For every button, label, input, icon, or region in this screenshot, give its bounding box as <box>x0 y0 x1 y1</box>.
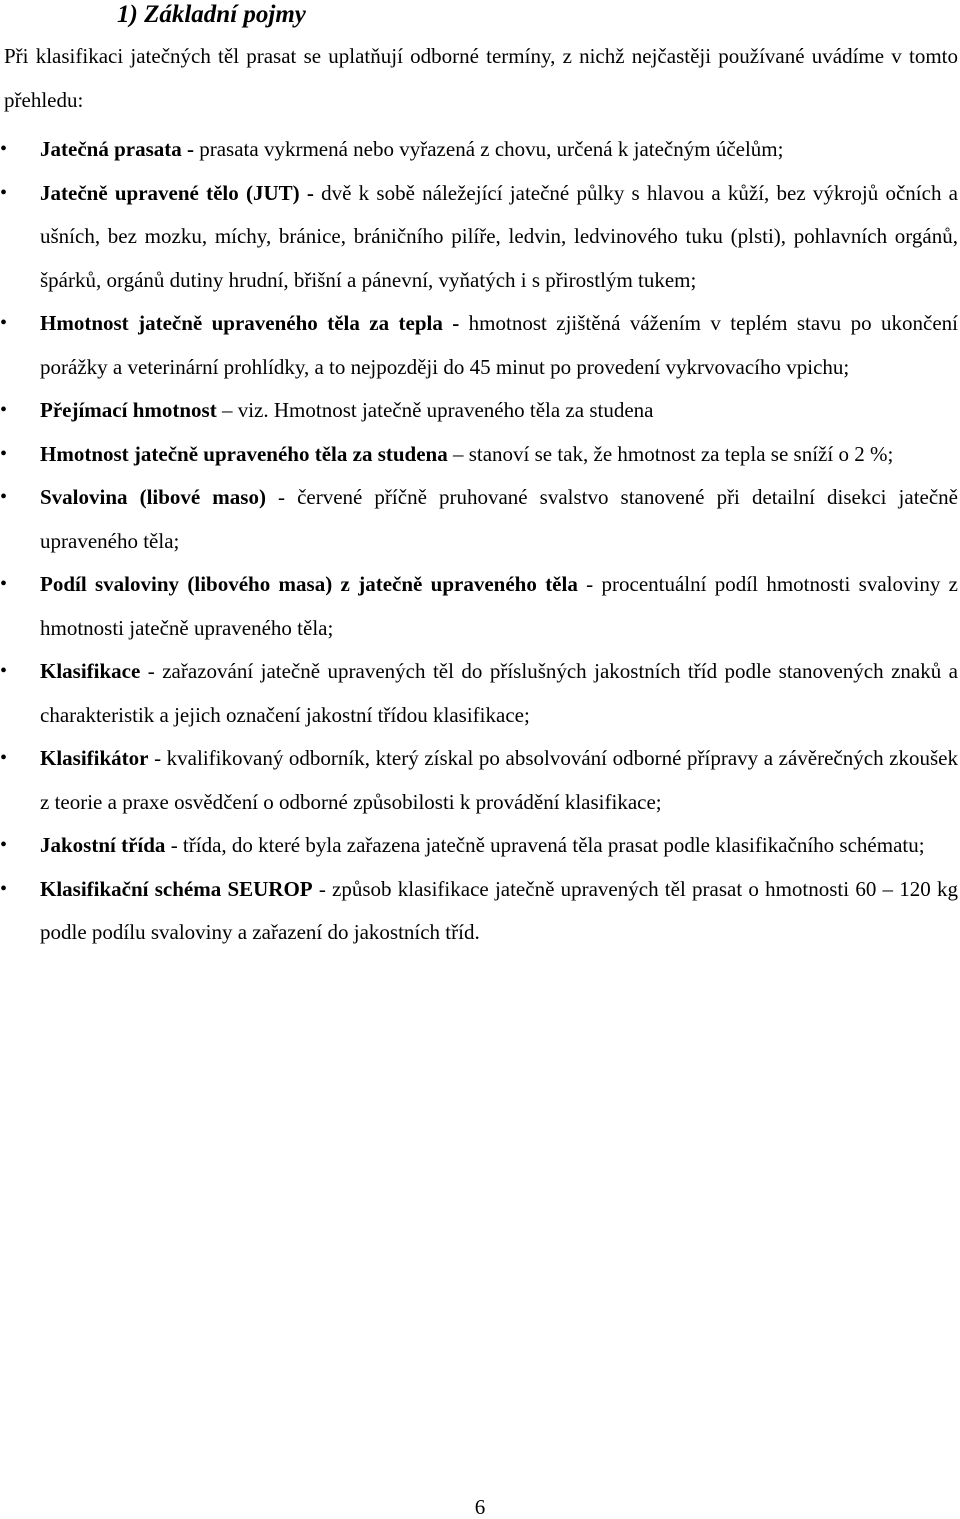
definition-item <box>0 302 958 389</box>
bullet-icon: • <box>0 486 8 508</box>
definition-text: hmotnost zjištěná vážením v teplém stavu po ukončení porážky a veterinární prohlídky, a to nejpozději do 45 minut po provedení vykrvovacího vpichu; <box>40 311 958 379</box>
definition-term: Klasifikační schéma SEUROP <box>40 876 313 901</box>
definition-term: Jatečně upravené tělo (JUT) - <box>40 180 314 205</box>
definition-item <box>0 868 958 955</box>
definition-text: – viz. Hmotnost jatečně upraveného těla za studena <box>216 398 654 422</box>
definition-term: Hmotnost jatečně upraveného těla za tepla - <box>40 311 460 335</box>
definition-term: Svalovina (libové maso) <box>40 485 266 509</box>
bullet-icon: • <box>0 312 8 334</box>
page-number: 6 <box>474 1495 486 1519</box>
definition-item <box>0 128 958 172</box>
definition-text: - procentuální podíl hmotnosti svaloviny z hmotnosti jatečně upraveného těla; <box>40 572 958 640</box>
definition-item <box>0 172 958 303</box>
bullet-icon: • <box>0 442 8 465</box>
definition-term: Přejímací hmotnost <box>40 398 217 422</box>
bullet-icon: • <box>0 138 8 160</box>
section-heading: 1) Základní pojmy <box>117 1 306 28</box>
definition-item <box>0 737 958 824</box>
bullet-icon: • <box>0 399 8 421</box>
definition-text: - způsob klasifikace jatečně upravených těl prasat o hmotnosti 60 – 120 kg podle podílu svaloviny a zařazení do jakostních tříd. <box>40 876 958 944</box>
definition-list <box>0 128 960 955</box>
definition-text: - zařazování jatečně upravených těl do příslušných jakostních tříd podle stanovených znaků a charakteristik a jejich označení jakostní třídou klasifikace; <box>40 659 958 727</box>
definition-term: Jatečná prasata - <box>40 137 194 161</box>
intro-paragraph: Při klasifikaci jatečných těl prasat se uplatňují odborné termíny, z nichž nejčastěji používané uvádíme v tomto přehledu: <box>4 44 958 112</box>
bullet-icon: • <box>0 660 8 682</box>
definition-text: – stanoví se tak, že hmotnost za tepla se sníží o 2 %; <box>447 441 894 466</box>
definition-item <box>0 650 958 737</box>
bullet-icon: • <box>0 747 8 769</box>
definition-term: Klasifikace <box>40 659 141 683</box>
definition-text: prasata vykrmená nebo vyřazená z chovu, určená k jatečným účelům; <box>193 137 784 161</box>
definition-term: Jakostní třída <box>40 833 166 857</box>
definition-item <box>0 563 958 650</box>
bullet-icon: • <box>0 181 8 204</box>
definition-text: - kvalifikovaný odborník, který získal po absolvování odborné přípravy a závěrečných zkoušek z teorie a praxe osvědčení o odborné způsobilosti k provádění klasifikace; <box>40 746 958 814</box>
definition-item <box>0 476 958 563</box>
definition-term: Hmotnost jatečně upraveného těla za studena <box>40 441 448 466</box>
definition-item <box>0 824 958 868</box>
bullet-icon: • <box>0 834 8 856</box>
definition-item <box>0 433 958 477</box>
definition-text: dvě k sobě náležející jatečné půlky s hlavou a kůží, bez výkrojů očních a ušních, bez mozku, míchy, bránice, bráničního pilíře, ledvin, ledvinového tuku (plsti), pohlavních orgánů, špárků, orgánů dutiny hrudní, břišní a pánevní, vyňatých i s přirostlým tukem; <box>40 180 958 292</box>
bullet-icon: • <box>0 573 8 595</box>
definition-term: Klasifikátor <box>40 746 149 770</box>
definition-item <box>0 389 958 433</box>
bullet-icon: • <box>0 877 8 900</box>
definition-text: - červené příčně pruhované svalstvo stanovené při detailní disekci jatečně upraveného těla; <box>40 485 958 553</box>
definition-term: Podíl svaloviny (libového masa) z jatečně upraveného těla <box>40 572 578 596</box>
definition-text: - třída, do které byla zařazena jatečně upravená těla prasat podle klasifikačního schématu; <box>165 833 925 857</box>
